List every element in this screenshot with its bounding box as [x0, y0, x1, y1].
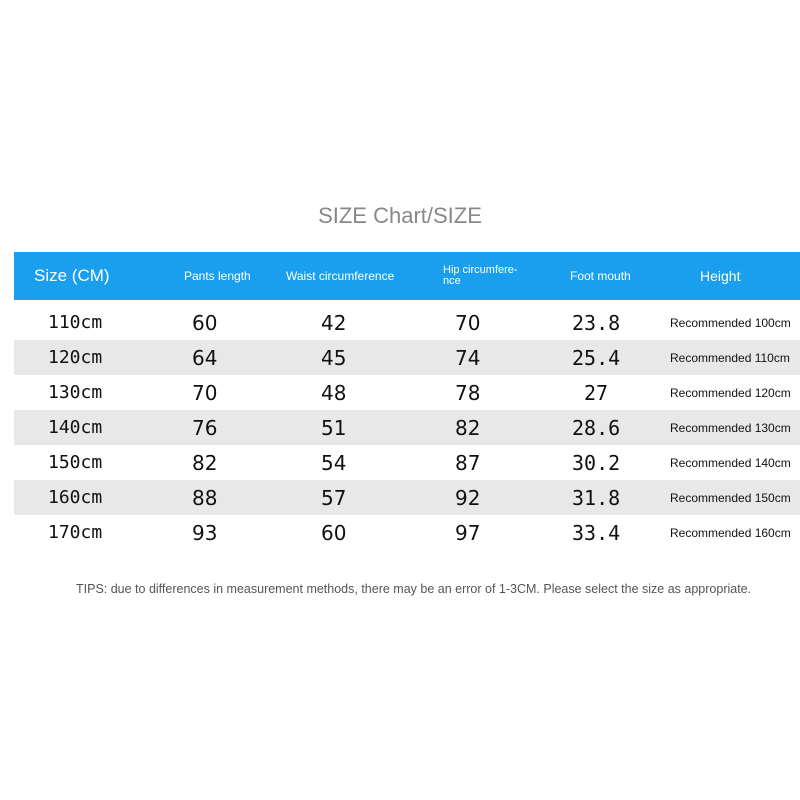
table-row	[14, 375, 800, 410]
cell-hip: 74	[455, 345, 481, 370]
header-hip: Hip circumfere-nce	[443, 264, 518, 287]
cell-height: Recommended 140cm	[670, 455, 791, 470]
cell-size: 160cm	[48, 487, 103, 508]
cell-height: Recommended 130cm	[670, 420, 791, 435]
header-waist: Waist circumference	[286, 269, 395, 283]
table-row	[14, 410, 800, 445]
cell-hip: 78	[455, 380, 481, 405]
cell-height: Recommended 120cm	[670, 385, 791, 400]
cell-pants-length: 64	[192, 345, 218, 370]
table-row	[14, 515, 800, 550]
cell-waist: 54	[321, 450, 347, 475]
header-pants-length: Pants length	[184, 269, 251, 283]
cell-pants-length: 70	[192, 380, 218, 405]
cell-hip: 82	[455, 415, 481, 440]
cell-height: Recommended 150cm	[670, 490, 791, 505]
cell-pants-length: 60	[192, 310, 218, 335]
table-row	[14, 305, 800, 340]
cell-waist: 45	[321, 345, 347, 370]
table-row	[14, 445, 800, 480]
cell-size: 120cm	[48, 347, 103, 368]
cell-foot-mouth: 28.6	[572, 415, 621, 440]
cell-pants-length: 93	[192, 520, 218, 545]
cell-height: Recommended 110cm	[670, 350, 790, 365]
chart-title: SIZE Chart/SIZE	[318, 203, 482, 228]
cell-foot-mouth: 31.8	[572, 485, 621, 510]
cell-waist: 60	[321, 520, 347, 545]
size-table-body	[14, 305, 800, 550]
cell-size: 150cm	[48, 452, 103, 473]
table-header	[14, 252, 800, 300]
tips-text: TIPS: due to differences in measurement methods, there may be an error of 1-3CM. Please select the size as appropriate.	[76, 582, 752, 596]
cell-foot-mouth: 25.4	[572, 345, 621, 370]
table-row	[14, 340, 800, 375]
header-foot-mouth: Foot mouth	[570, 269, 631, 283]
cell-hip: 87	[455, 450, 481, 475]
cell-hip: 70	[455, 310, 481, 335]
table-row	[14, 480, 800, 515]
cell-size: 170cm	[48, 522, 103, 543]
cell-hip: 97	[455, 520, 481, 545]
cell-pants-length: 82	[192, 450, 218, 475]
cell-waist: 48	[321, 380, 347, 405]
cell-size: 130cm	[48, 382, 103, 403]
cell-height: Recommended 100cm	[670, 315, 791, 330]
cell-height: Recommended 160cm	[670, 525, 791, 540]
cell-pants-length: 88	[192, 485, 218, 510]
cell-foot-mouth: 33.4	[572, 520, 621, 545]
cell-waist: 51	[321, 415, 347, 440]
cell-waist: 57	[321, 485, 347, 510]
header-height: Height	[700, 268, 741, 284]
cell-foot-mouth: 27	[584, 380, 609, 405]
cell-pants-length: 76	[192, 415, 218, 440]
header-size: Size (CM)	[34, 266, 110, 285]
cell-foot-mouth: 30.2	[572, 450, 621, 475]
cell-foot-mouth: 23.8	[572, 310, 621, 335]
cell-waist: 42	[321, 310, 347, 335]
cell-size: 140cm	[48, 417, 103, 438]
cell-hip: 92	[455, 485, 481, 510]
cell-size: 110cm	[48, 312, 103, 333]
